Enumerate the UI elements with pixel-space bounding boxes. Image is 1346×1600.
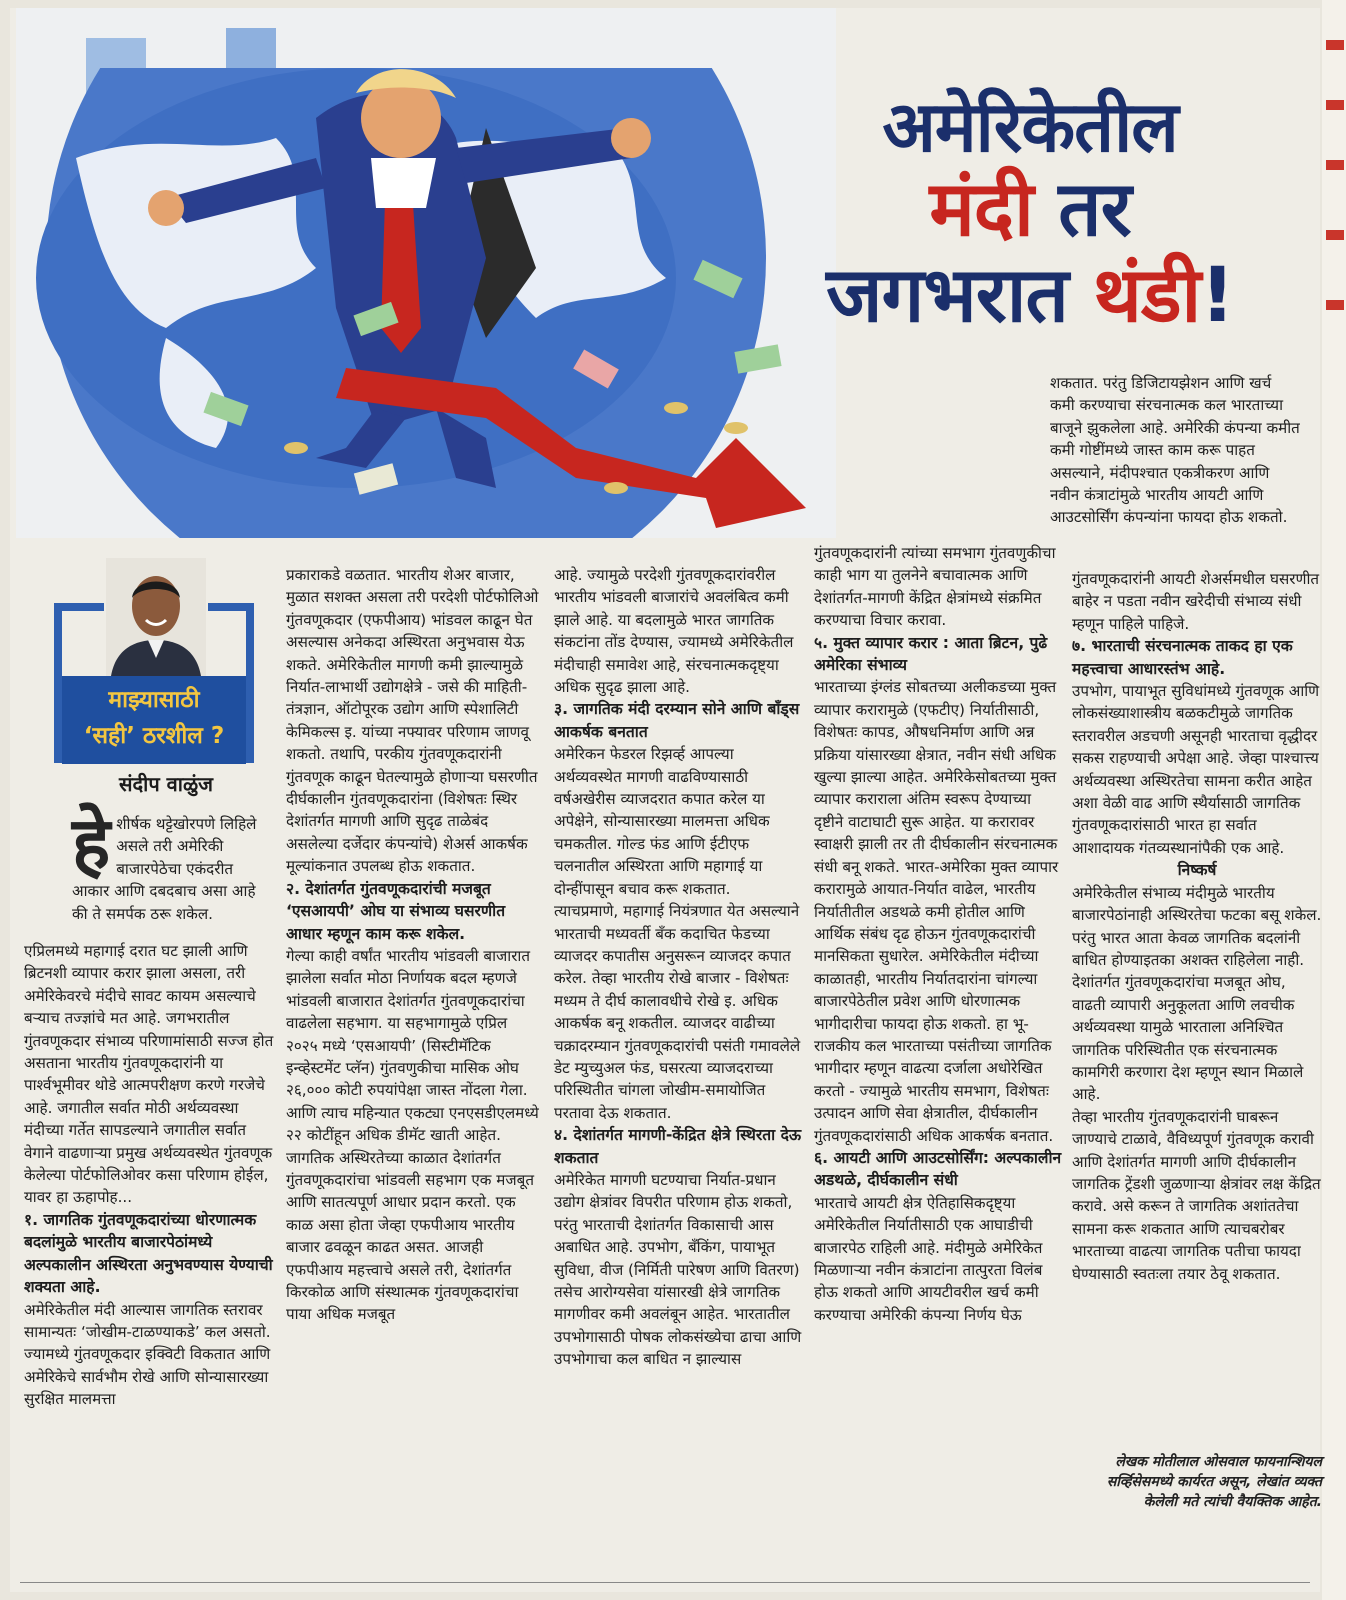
drop-cap: हे (72, 801, 111, 885)
paragraph: त्याचप्रमाणे, महागाई नियंत्रणात येत असल्याने भारताची मध्यवर्ती बँक कदाचित फेडच्या व्याजदर कपातीस अनुसरून व्याजदर कपात करेल. तेव्हा भारतीय रोखे बाजार - विशेषतः मध्यम ते दीर्घ कालावधीचे रोखे इ. अधिक आकर्षक बनू शकतील. व्याजदर वाढीच्या चक्रादरम्यान गुंतवणूकदारांची पसंती गमावलेले डेट म्युच्युअल फंड, घसरत्या व्याजदराच्या परिस्थितीत चांगला जोखीम-समायोजित परतावा देऊ शकतात. (554, 902, 801, 1122)
paragraph: गुंतवणूकदारांनी आयटी शेअर्समधील घसरणीत बाहेर न पडता नवीन खरेदीची संभाव्य संधी म्हणून पाहिले पाहिजे. (1072, 570, 1320, 633)
headline-line-3 (780, 249, 1280, 339)
paragraph: प्रकाराकडे वळतात. भारतीय शेअर बाजार, मुळात सशक्त असला तरी परदेशी पोर्टफोलिओ गुंतवणूकदार (एफपीआय) भांडवल काढून घेत असल्यास अनेकदा अस्थिरता अनुभवास येऊ शकते. अमेरिकेतील मागणी कमी झाल्यामुळे निर्यात-लाभार्थी उद्योगक्षेत्रे - जसे की माहिती-तंत्रज्ञान, ऑटोपूरक उद्योग आणि स्पेशालिटी केमिकल्स इ. यांच्या नफ्यावर परिणाम जाणवू शकतो. तथापि, परकीय गुंतवणूकदारांनी गुंतवणूक काढून घेतल्यामुळे होणाऱ्या घसरणीत दीर्घकालीन गुंतवणूकदारांना (विशेषतः स्थिर देशांतर्गत मागणी आणि सुदृढ ताळेबंद असलेल्या दर्जेदार कंपन्यांचे) शेअर्स आकर्षक मूल्यांकनात उपलब्ध होऊ शकतात. (286, 566, 539, 876)
paragraph: गुंतवणूकदारांनी त्यांच्या समभाग गुंतवणुकीचा काही भाग या तुलनेने बचावात्मक आणि देशांतर्गत-मागणी केंद्रित क्षेत्रांमध्ये संक्रमित करण्याचा विचार करावा. (814, 544, 1056, 630)
headline-word-mandi: मंदी (929, 164, 1033, 254)
frame-top-left (54, 603, 104, 611)
column-4 (814, 542, 1064, 1326)
paragraph: अमेरिकेतील संभाव्य मंदीमुळे भारतीय बाजारपेठांनाही अस्थिरतेचा फटका बसू शकेल. परंतु भारत आता केवळ जागतिक बदलांनी बाधित होण्याइतका अशक्त राहिलेला नाही. देशांतर्गत गुंतवणूकदारांचा मजबूत ओघ, वाढती व्यापारी अनुकूलता आणि लवचीक अर्थव्यवस्था यामुळे भारताला अनिश्चित जागतिक परिस्थितीत एक संरचनात्मक कामगिरी करणारा देश म्हणून स्थान मिळाले आहे. (1072, 883, 1322, 1104)
headline-line-1: अमेरिकेतील (882, 86, 1178, 168)
paragraph: उपभोग, पायाभूत सुविधांमध्ये गुंतवणूक आणि लोकसंख्याशास्त्रीय बळकटीमुळे जागतिक स्तरावरील अडचणी असूनही भारताचा वृद्धीदर सकस राहण्याची अपेक्षा आहे. जेव्हा पाश्चात्त्य अर्थव्यवस्था अस्थिरतेचा सामना करीत आहेत अशा वेळी वाढ आणि स्थैर्यासाठी जागतिक गुंतवणूकदारांसाठी भारत हा सर्वात आशादायक गंतव्यस्थानांपैकी एक आहे. (1072, 682, 1320, 857)
newspaper-page (10, 8, 1320, 1592)
section-heading-2: २. देशांतर्गत गुंतवणूकदारांची मजबूत ‘एसआयपी’ ओघ या संभाव्य घसरणीत आधार म्हणून काम करू शकेल. (286, 879, 506, 943)
series-title-line-1: माझ्यासाठी (108, 687, 200, 713)
column-5 (1072, 568, 1322, 1285)
headline-word-tar: तर (1058, 164, 1131, 254)
cartoon-illustration (16, 8, 836, 538)
headline-word-jagbharat: जगभरात (826, 249, 1068, 339)
headline-word-thandi: थंडी (1093, 249, 1201, 339)
author-disclaimer: लेखक मोतीलाल ओसवाल फायनान्शियल सर्व्हिसेसमध्ये कार्यरत असून, लेखांत व्यक्त केलेली मते त्यांची वैयक्तिक आहेत. (1106, 1454, 1322, 1510)
section-heading-3: ३. जागतिक मंदी दरम्यान सोने आणि बॉंड्स आकर्षक बनतात (554, 700, 800, 741)
paragraph: अमेरिकन फेडरल रिझर्व्ह आपल्या अर्थव्यवस्थेत मागणी वाढविण्यासाठी वर्षअखेरीस व्याजदरात कपात करेल या अपेक्षेने, सोन्यासारख्या मालमत्ता अधिक चमकतील. गोल्ड फंड आणि ईटीएफ चलनातील अस्थिरता आणि महागाई या दोन्हींपासून बचाव करू शकतात. (554, 745, 770, 898)
page-edge-strip (1322, 0, 1346, 1600)
column-5-top (1050, 372, 1300, 529)
columnist-box (36, 558, 268, 808)
paragraph: भारताच्या इंग्लंड सोबतच्या अलीकडच्या मुक्त व्यापार करारामुळे (एफटीए) निर्यातीसाठी, विशेषतः कापड, औषधनिर्माण आणि अन्न प्रक्रिया यांसारख्या क्षेत्रात, नवीन संधी अधिक खुल्या झाल्या आहेत. अमेरिकेसोबतच्या मुक्त व्यापार कराराला अंतिम स्वरूप देण्याच्या दृष्टीने वाटाघाटी सुरू आहेत. या करारावर स्वाक्षरी झाली तर ती दीर्घकालीन संरचनात्मक संधी बनू शकते. भारत-अमेरिका मुक्त व्यापार करारामुळे आयात-निर्यात वाढेल, भारतीय निर्यातीतील अडथळे कमी होतील आणि आर्थिक संबंध दृढ होऊन गुंतवणूकदारांची मानसिकता सुधारेल. अमेरिकेतील मंदीच्या काळातही, भारतीय निर्यातदारांना चांगल्या बाजारपेठेतील प्रवेश आणि धोरणात्मक भागीदारीचा फायदा होऊ शकतो. हा भू-राजकीय कल भारताच्या पसंतीच्या जागतिक भागीदार म्हणून वाढत्या दर्जाला अधोरेखित करतो - ज्यामुळे भारतीय समभाग, विशेषतः उत्पादन आणि सेवा क्षेत्रातील, दीर्घकालीन गुंतवणूकदारांसाठी अधिक आकर्षक बनतात. (814, 678, 1059, 1145)
column-2 (286, 564, 542, 1326)
section-heading-1: १. जागतिक गुंतवणूकदारांच्या धोरणात्मक बदलांमुळे भारतीय बाजारपेठांमध्ये अल्पकालीन अस्थिरता अनुभवण्यास येण्याची शक्यता आहे. (24, 1210, 273, 1297)
section-heading-4: ४. देशांतर्गत मागणी-केंद्रित क्षेत्रे स्थिरता देऊ शकतात (554, 1126, 802, 1167)
section-heading-6: ६. आयटी आणि आउटसोर्सिंग: अल्पकालीन अडथळे, दीर्घकालीन संधी (814, 1148, 1062, 1190)
author-portrait-image (106, 558, 206, 676)
paragraph: आहे. ज्यामुळे परदेशी गुंतवणूकदारांवरील भारतीय भांडवली बाजारांचे अवलंबित्व कमी झाले आहे. या बदलामुळे भारत जागतिक संकटांना तोंड देण्यास, ज्यामध्ये अमेरिकेतील मंदीचाही समावेश आहे, संरचनात्मकदृष्ट्या अधिक सुदृढ झाला आहे. (554, 566, 794, 697)
section-heading-5: ५. मुक्त व्यापार करार : आता ब्रिटन, पुढे अमेरिका संभाव्य (814, 633, 1048, 675)
headline-line-2 (780, 164, 1280, 254)
paragraph: भारताचे आयटी क्षेत्र ऐतिहासिकदृष्ट्या अमेरिकेतील निर्यातीसाठी एक आघाडीची बाजारपेठ राहिली आहे. मंदीमुळे अमेरिकेत मिळणाऱ्या नवीन कंत्राटांना तात्पुरता विलंब होऊ शकतो आणि आयटीवरील खर्च कमी करण्याचा अमेरिकी कंपन्या निर्णय घेऊ (814, 1193, 1043, 1324)
frame-left (54, 603, 62, 763)
frame-right (246, 603, 254, 763)
paragraph: तेव्हा भारतीय गुंतवणूकदारांनी घाबरून जाण्याचे टाळावे, वैविध्यपूर्ण गुंतवणूक करावी आणि देशांतर्गत मागणी आणि दीर्घकालीन जागतिक ट्रेंडशी जुळणाऱ्या क्षेत्रांवर लक्ष केंद्रित करावे. असे करून ते जागतिक अशांततेचा सामना करू शकतात आणि त्याचबरोबर भारताच्या वाढत्या जागतिक पतीचा फायदा घेण्यासाठी स्वतःला तयार ठेवू शकतात. (1072, 1107, 1321, 1283)
intro-paragraph: शीर्षक थट्टेखोरपणे लिहिले असले तरी अमेरिकी बाजारपेठेचा एकंदरीत आकार आणि दबदबाच असा आहे की ते समर्पक ठरू शकेल. (72, 815, 257, 923)
bottom-rule (20, 1582, 1310, 1583)
author-photo (106, 558, 206, 676)
section-heading-7: ७. भारताची संरचनात्मक ताकद हा एक महत्त्वाचा आधारस्तंभ आहे. (1072, 637, 1293, 678)
column-1-intro (72, 801, 272, 925)
paragraph: अमेरिकेतील मंदी आल्यास जागतिक स्तरावर सामान्यतः ‘जोखीम-टाळण्याकडे’ कल असतो. ज्यामध्ये गुंतवणूकदार इक्विटी विकतात आणि अमेरिकेचे सार्वभौम रोखे आणि सोन्यासारख्या सुरक्षित मालमत्ता (24, 1300, 271, 1409)
conclusion-heading: निष्कर्ष (1177, 861, 1217, 880)
headline (780, 88, 1280, 337)
column-1 (24, 940, 274, 1411)
paragraph: शकतात. परंतु डिजिटायझेशन आणि खर्च कमी करण्याचा संरचनात्मक कल भारताच्या बाजूने झुकलेला आहे. अमेरिकी कंपन्या कमीत कमी गोष्टींमध्ये जास्त काम करू पाहत असल्याने, मंदीपश्चात एकत्रीकरण आणि नवीन कंत्राटांमुळे भारतीय आयटी आणि आउटसोर्सिंग कंपन्यांना फायदा होऊ शकतो. (1050, 374, 1300, 527)
column-series-banner (62, 676, 246, 764)
column-3 (554, 564, 804, 1371)
paragraph: गेल्या काही वर्षांत भारतीय भांडवली बाजारात झालेला सर्वात मोठा निर्णायक बदल म्हणजे भांडवली बाजारात देशांतर्गत गुंतवणूकदारांचा वाढलेला सहभाग. या सहभागामुळे एप्रिल २०२५ मध्ये ‘एसआयपी’ (सिस्टीमॅटिक इन्व्हेस्टमेंट प्लॅन) गुंतवणुकीचा मासिक ओघ २६,००० कोटी रुपयांपेक्षा जास्त नोंदला गेला. आणि त्याच महिन्यात एकट्या एनएसडीएलमध्ये २२ कोटींहून अधिक डीमॅट खाती आहेत. जागतिक अस्थिरतेच्या काळात देशांतर्गत गुंतवणूकदारांचा भांडवली सहभाग एक मजबूत आणि सातत्यपूर्ण आधार प्रदान करतो. एक काळ असा होता जेव्हा एफपीआय भारतीय बाजार ढवळून काढत असत. आजही एफपीआय महत्त्वाचे असले तरी, देशांतर्गत किरकोळ आणि संस्थात्मक गुंतवणूकदारांचा पाया अधिक मजबूत (286, 946, 539, 1324)
frame-top-right (208, 603, 254, 611)
globe-cartoon-image (16, 8, 836, 538)
headline-exclamation: ! (1200, 249, 1234, 339)
paragraph: एप्रिलमध्ये महागाई दरात घट झाली आणि ब्रिटनशी व्यापार करार झाला असला, तरी अमेरिकेवरचे मंदीचे सावट कायम असल्याचे बऱ्याच तज्ज्ञांचे मत आहे. जगभरातील गुंतवणूकदार संभाव्य परिणामांसाठी सज्ज होत असताना भारतीय गुंतवणूकदारांनी या पार्श्वभूमीवर थोडे आत्मपरीक्षण करणे गरजेचे आहे. जगातील सर्वात मोठी अर्थव्यवस्था मंदीच्या गर्तेत सापडल्याने जगातील सर्वात वेगाने वाढणाऱ्या प्रमुख अर्थव्यवस्थेत गुंतवणूक केलेल्या पोर्टफोलिओवर कसा परिणाम होईल, यावर हा ऊहापोह... (24, 942, 274, 1207)
paragraph: अमेरिकेत मागणी घटण्याचा निर्यात-प्रधान उद्योग क्षेत्रांवर विपरीत परिणाम होऊ शकतो, परंतु भारताची देशांतर्गत विकासाची आस अबाधित आहे. उपभोग, बँकिंग, पायाभूत सुविधा, वीज (निर्मिती पारेषण आणि वितरण) तसेच आरोग्यसेवा यांसारखी क्षेत्रे जागतिक मागणीवर कमी अवलंबून आहेत. भारतातील उपभोगासाठी पोषक लोकसंख्येचा ढाचा आणि उपभोगाचा कल बाधित न झाल्यास (554, 1170, 802, 1369)
series-title-line-2: ‘सही’ ठरशील ? (83, 723, 225, 749)
author-byline: संदीप वाळुंज (119, 772, 213, 796)
